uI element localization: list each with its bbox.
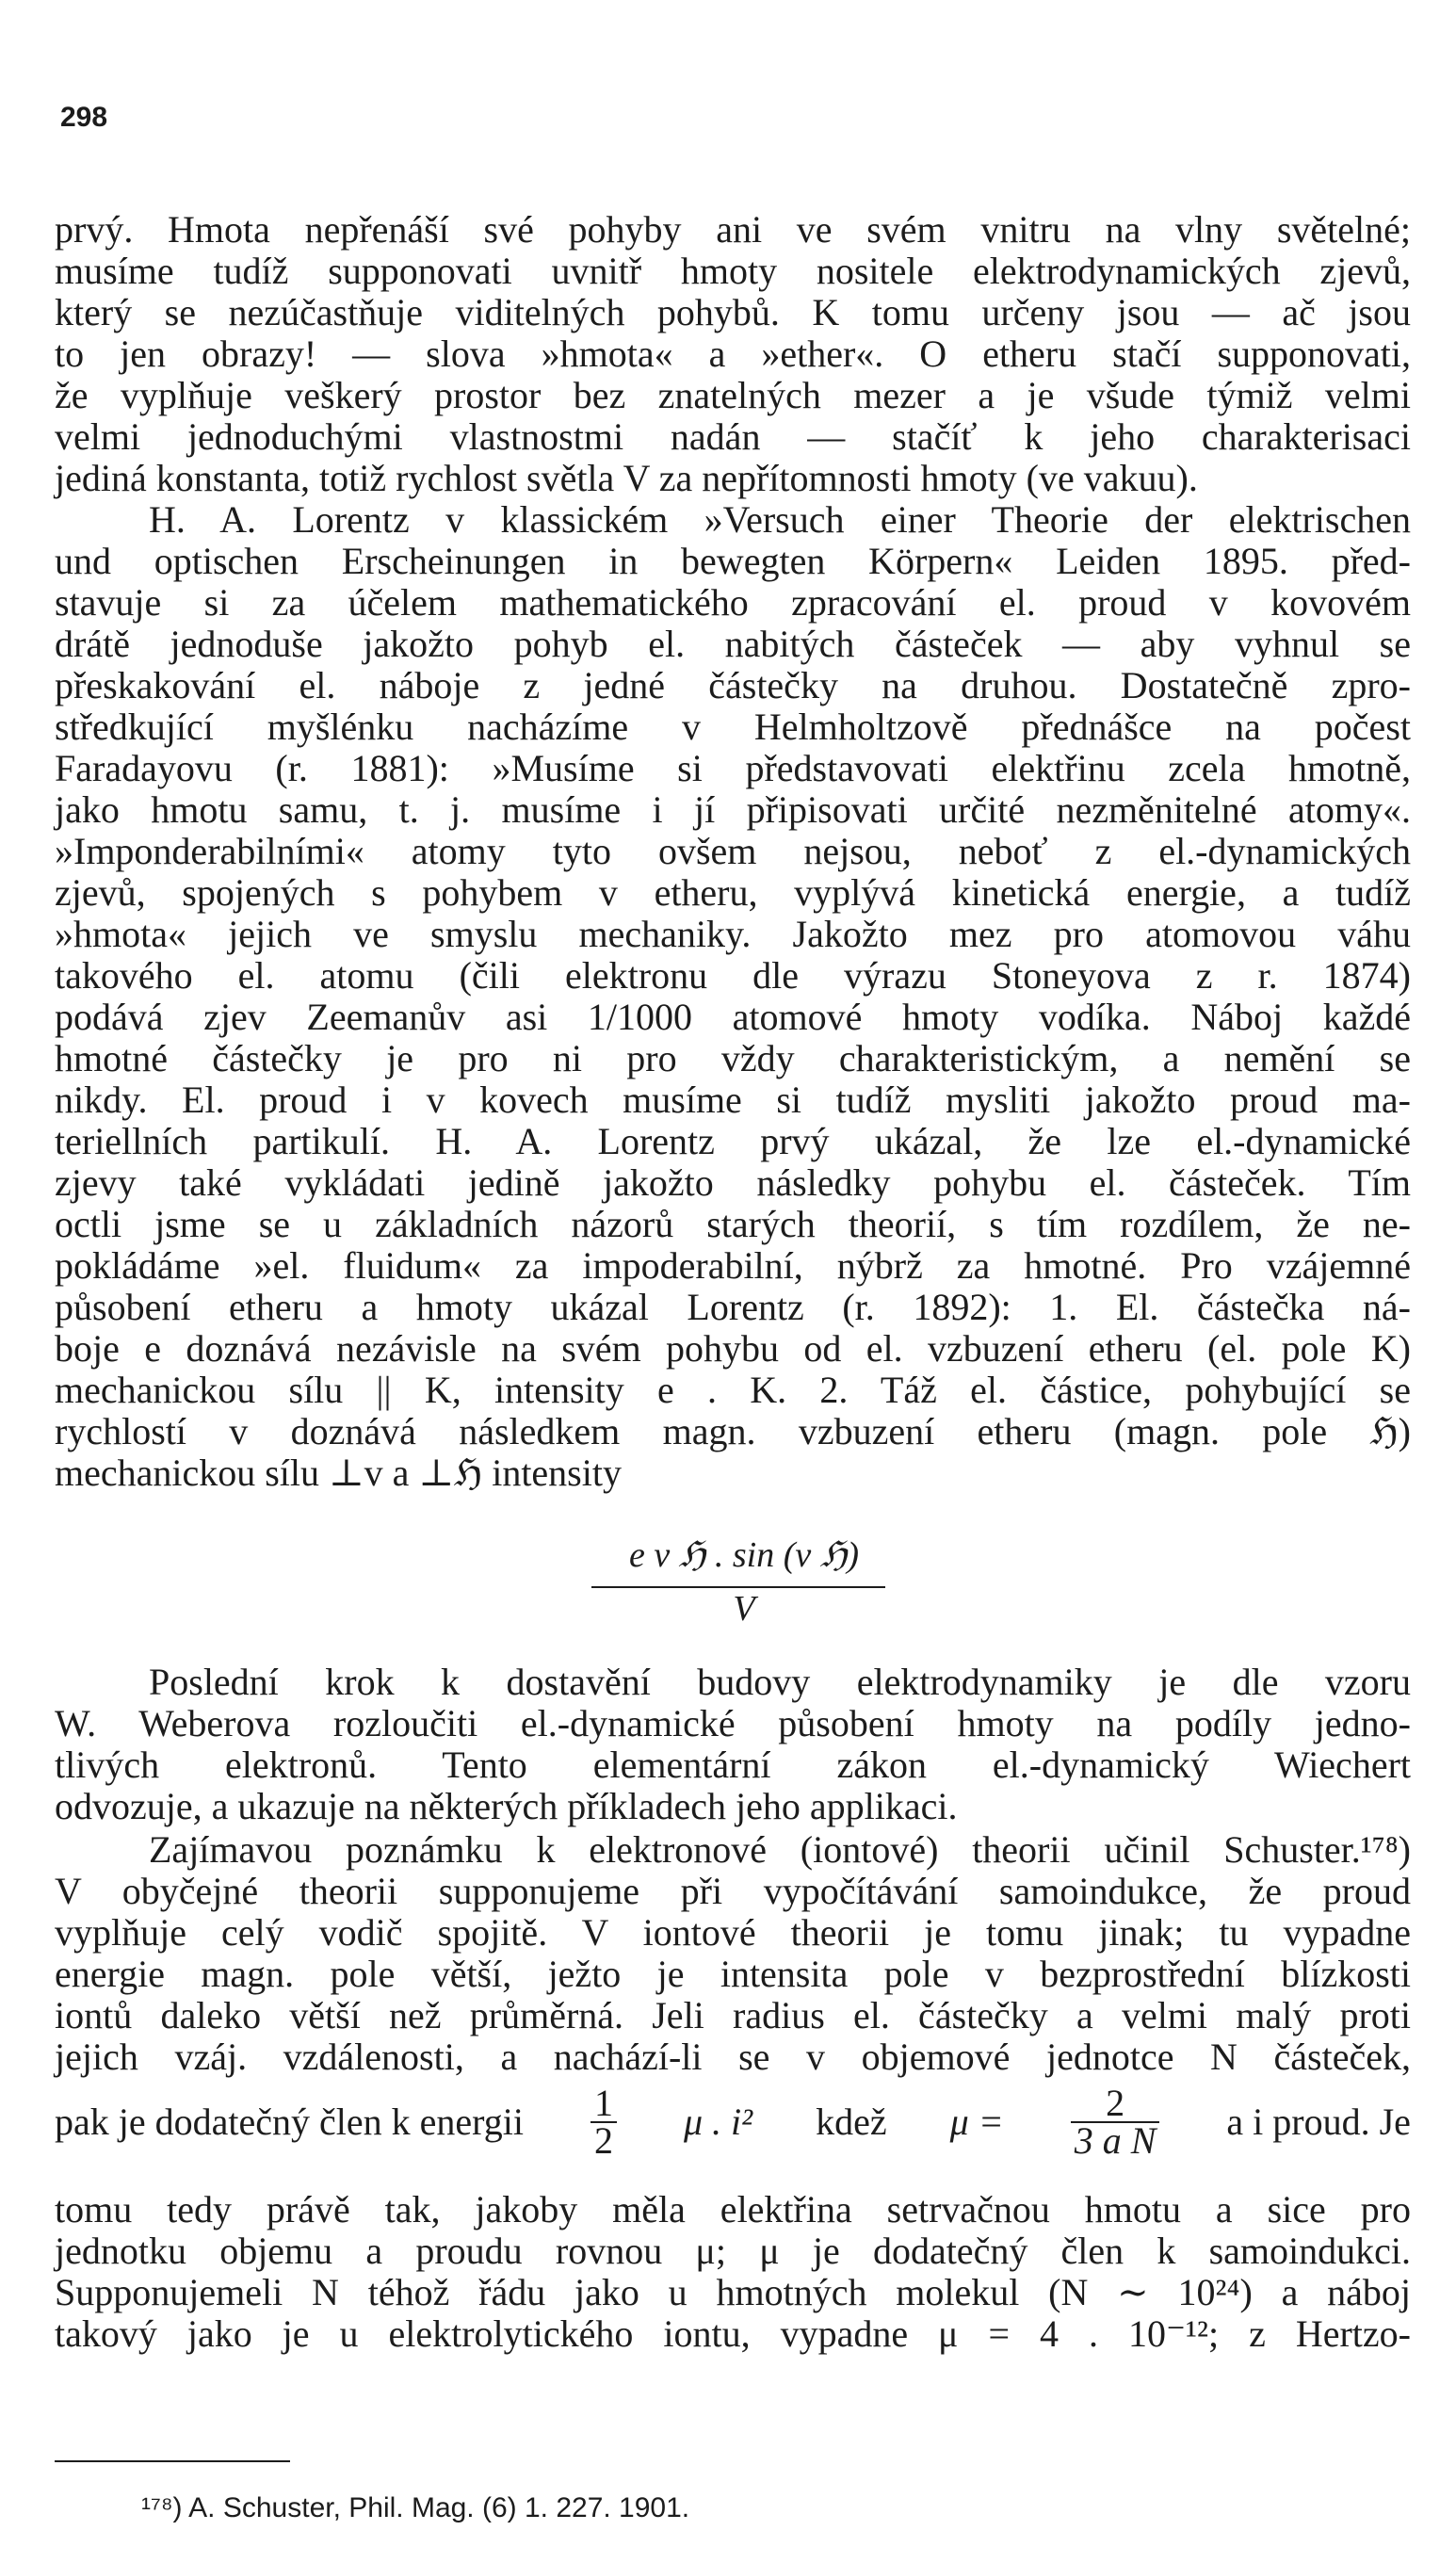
text-line: který se nezúčastňuje viditelných pohybů. K tomu určeny jsou — ač jsou (55, 291, 1411, 333)
footnote: ¹⁷⁸) A. Schuster, Phil. Mag. (6) 1. 227. 1901. (141, 2492, 690, 2523)
text-line: podává zjev Zeemanův asi 1/1000 atomové hmoty vodíka. Náboj každé (55, 996, 1411, 1038)
footnote-divider (55, 2460, 290, 2462)
text-line: octli jsme se u základních názorů starých theorií, s tím rozdílem, že ne- (55, 1203, 1411, 1245)
text-line: rychlostí v doznává následkem magn. vzbuzení etheru (magn. pole ℌ) (55, 1410, 1411, 1452)
text-line: velmi jednoduchými vlastnostmi nadán — stačíť k jeho charakterisaci (55, 415, 1411, 458)
text-line: Zajímavou poznámku k elektronové (iontové) theorii učinil Schuster.¹⁷⁸) (149, 1828, 1411, 1871)
text-line: zjevy také vykládati jedině jakožto následky pohybu el. částeček. Tím (55, 1161, 1411, 1204)
text-line: jednotku objemu a proudu rovnou μ; μ je dodatečný člen k samoindukci. (55, 2230, 1411, 2272)
text-line: Supponujemeli N téhož řádu jako u hmotných molekul (N ∼ 10²⁴) a náboj (55, 2271, 1411, 2313)
energy-term: μ . i² (683, 2101, 753, 2143)
paragraph-5 (55, 2189, 1411, 2355)
text-line: nikdy. El. proud i v kovech musíme si tudíž mysliti jakožto proud ma- (55, 1079, 1411, 1121)
text-line: takový jako je u elektrolytického iontu, vypadne μ = 4 . 10⁻¹²; z Hertzo- (55, 2312, 1411, 2355)
text-line: »Imponderabilními« atomy tyto ovšem nejsou, neboť z el.-dynamických (55, 830, 1411, 872)
half-fraction: $\frac{1}{2}$ (590, 2085, 617, 2159)
energy-suffix: a i proud. Je (1226, 2101, 1411, 2143)
text-line: prvý. Hmota nepřenáší své pohyby ani ve svém vnitru na vlny světelné; (55, 208, 1411, 251)
text-line: jejich vzáj. vzdálenosti, a nachází-li se v objemové jednotce N částeček, (55, 2036, 1411, 2078)
text-line: teriellních partikulí. H. A. Lorentz prvý ukázal, že lze el.-dynamické (55, 1120, 1411, 1162)
text-line: jediná konstanta, totiž rychlost světla V za nepřítomnosti hmoty (ve vakuu). (55, 457, 1198, 499)
text-line: středkující myšlénku nacházíme v Helmholtzově přednášce na počest (55, 706, 1411, 748)
text-line: odvozuje, a ukazuje na některých příkladech jeho applikaci. (55, 1785, 958, 1827)
text-line: mechanickou sílu ⊥v a ⊥ℌ intensity (55, 1452, 622, 1494)
paragraph-4 (55, 1829, 1411, 2078)
text-line: drátě jednoduše jakožto pohyb el. nabitých částeček — aby vyhnul se (55, 623, 1411, 665)
text-line: hmotné částečky je pro ni pro vždy charakteristickým, a nemění se (55, 1037, 1411, 1079)
formula-numerator: e v ℌ . sin (v ℌ) (628, 1535, 860, 1575)
page-number: 298 (60, 102, 108, 133)
text-line: jako hmotu samu, t. j. musíme i jí připisovati určité nezměnitelné atomy«. (55, 788, 1411, 831)
text-line: vyplňuje celý vodič spojitě. V iontové theorii je tomu jinak; tu vypadne (55, 1911, 1411, 1954)
text-line: takového el. atomu (čili elektronu dle výrazu Stoneyova z r. 1874) (55, 954, 1411, 997)
mu-lhs: μ = (949, 2101, 1004, 2143)
text-line: iontů daleko větší než průměrná. Jeli radius el. částečky a velmi malý proti (55, 1994, 1411, 2036)
text-line: tlivých elektronů. Tento elementární zákon el.-dynamický Wiechert (55, 1744, 1411, 1786)
formula-denominator: V (733, 1589, 755, 1629)
formula-intensity (0, 1533, 1456, 1628)
text-line: »hmota« jejich ve smyslu mechaniky. Jakožto mez pro atomovou váhu (55, 913, 1411, 955)
text-line: und optischen Erscheinungen in bewegten Körpern« Leiden 1895. před- (55, 540, 1411, 582)
text-line: energie magn. pole větší, ježto je intensita pole v bezprostřední blízkosti (55, 1953, 1411, 1995)
text-line: tomu tedy právě tak, jakoby měla elektřina setrvačnou hmotu a sice pro (55, 2188, 1411, 2230)
where-word: kdež (816, 2101, 887, 2143)
text-line: že vyplňuje veškerý prostor bez znatelných mezer a je všude týmiž velmi (55, 374, 1411, 416)
text-line: Faradayovu (r. 1881): »Musíme si představovati elektřinu zcela hmotně, (55, 747, 1411, 789)
text-line: stavuje si za účelem mathematického zpracování el. proud v kovovém (55, 581, 1411, 624)
text-line: to jen obrazy! — slova »hmota« a »ether«. O etheru stačí supponovati, (55, 333, 1411, 375)
paragraph-3 (55, 1662, 1411, 1827)
energy-line (55, 2082, 1411, 2162)
text-line: zjevů, spojených s pohybem v etheru, vyplývá kinetická energie, a tudíž (55, 871, 1411, 914)
text-line: přeskakování el. náboje z jedné částečky na druhou. Dostatečně zpro- (55, 664, 1411, 706)
text-line: W. Weberova rozloučiti el.-dynamické působení hmoty na podíly jedno- (55, 1702, 1411, 1744)
text-line: musíme tudíž supponovati uvnitř hmoty nositele elektrodynamických zjevů, (55, 250, 1411, 292)
text-line: V obyčejné theorii supponujeme při vypočítávání samoindukce, že proud (55, 1870, 1411, 1912)
paragraph-2 (55, 499, 1411, 1494)
text-line: Poslední krok k dostavění budovy elektrodynamiky je dle vzoru (149, 1661, 1411, 1703)
text-line: působení etheru a hmoty ukázal Lorentz (r. 1892): 1. El. částečka ná- (55, 1286, 1411, 1328)
text-line: mechanickou sílu || K, intensity e . K. 2. Táž el. částice, pohybující se (55, 1369, 1411, 1411)
paragraph-1 (55, 209, 1411, 499)
text-line: boje e doznává nezávisle na svém pohybu od el. vzbuzení etheru (el. pole K) (55, 1327, 1411, 1370)
energy-prefix: pak je dodatečný člen k energii (55, 2101, 524, 2143)
text-line: H. A. Lorentz v klassickém »Versuch einer Theorie der elektrischen (149, 498, 1411, 541)
text-line: pokládáme »el. fluidum« za impoderabilní, nýbrž za hmotné. Pro vzájemné (55, 1244, 1411, 1287)
mu-fraction: $\frac{2}{\text{3 a N}}$ (1071, 2085, 1160, 2159)
